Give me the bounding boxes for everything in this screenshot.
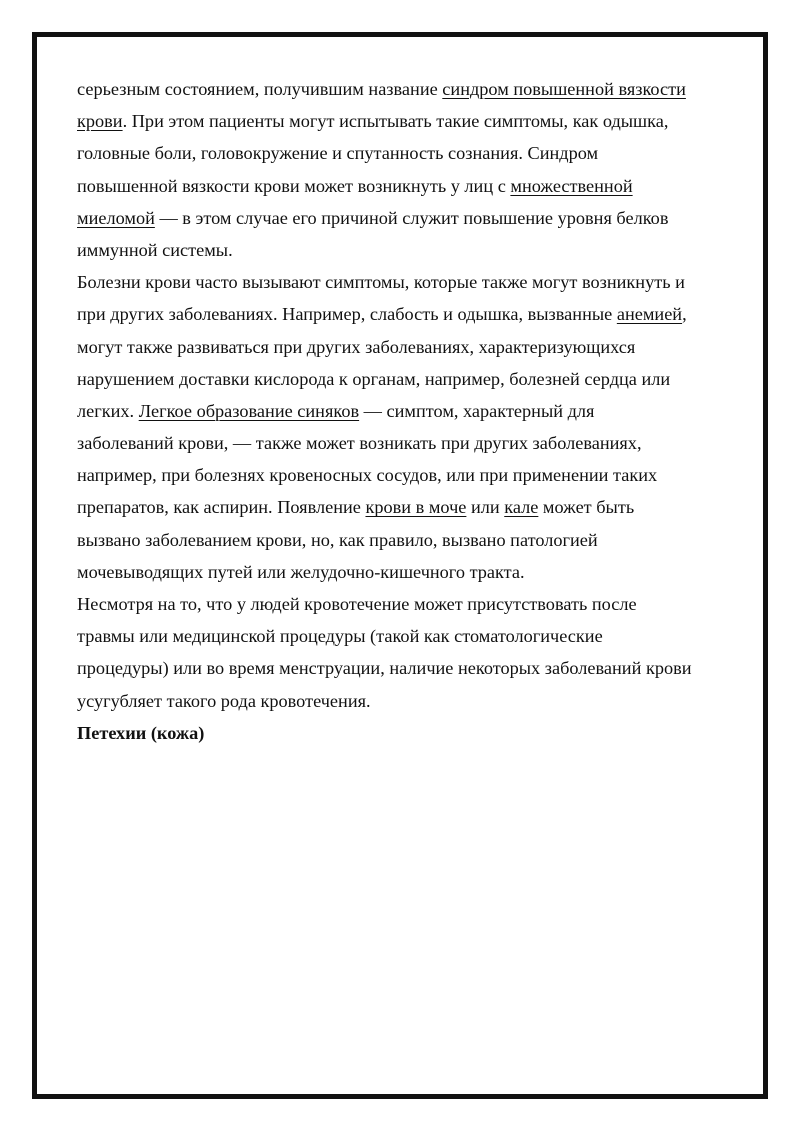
text-line	[77, 73, 727, 105]
text-run: или	[466, 497, 505, 518]
text-line	[77, 491, 727, 523]
text-run: может быть	[538, 497, 635, 518]
text-line	[77, 105, 727, 137]
paragraph	[77, 588, 727, 717]
text-line	[77, 685, 727, 717]
document-body	[77, 73, 727, 749]
text-run: усугубляет такого рода кровотечения.	[77, 690, 371, 711]
text-run: повышенной вязкости крови может возникнуть у лиц с	[77, 175, 511, 196]
text-run: например, при болезнях кровеносных сосудов, или при применении таких	[77, 465, 658, 486]
text-run: процедуры) или во время менструации, наличие некоторых заболеваний крови	[77, 658, 692, 679]
text-line	[77, 459, 727, 491]
text-run: Болезни крови часто вызывают симптомы, которые также могут возникнуть и	[77, 272, 685, 293]
text-line	[77, 427, 727, 459]
text-run: заболеваний крови, — также может возникать при других заболеваниях,	[77, 433, 642, 454]
text-run: при других заболеваниях. Например, слабость и одышка, вызванные	[77, 304, 617, 325]
hyperlink[interactable]: множественной	[510, 175, 633, 196]
paragraph	[77, 73, 727, 266]
hyperlink[interactable]: крови	[77, 111, 123, 132]
hyperlink[interactable]: миеломой	[77, 207, 155, 228]
text-run: могут также развиваться при других заболеваниях, характеризующихся	[77, 336, 636, 357]
hyperlink[interactable]: крови в моче	[365, 497, 467, 518]
text-line	[77, 620, 727, 652]
paragraph	[77, 266, 727, 588]
hyperlink[interactable]: кале	[504, 497, 539, 518]
text-run: . При этом пациенты могут испытывать такие симптомы, как одышка,	[122, 111, 669, 132]
text-run: препаратов, как аспирин. Появление	[77, 497, 366, 518]
text-line	[77, 588, 727, 620]
text-line	[77, 137, 727, 169]
text-line	[77, 298, 727, 330]
text-line	[77, 524, 727, 556]
text-line	[77, 395, 727, 427]
text-run: ,	[682, 304, 687, 325]
text-line	[77, 170, 727, 202]
section-heading: Петехии (кожа)	[77, 722, 205, 743]
text-run: — в этом случае его причиной служит повышение уровня белков	[154, 207, 669, 228]
text-run: легких.	[77, 400, 139, 421]
hyperlink[interactable]: синдром повышенной вязкости	[442, 79, 686, 99]
hyperlink[interactable]: анемией	[616, 304, 683, 325]
text-run: травмы или медицинской процедуры (такой как стоматологические	[77, 626, 603, 647]
text-run: вызвано заболеванием крови, но, как правило, вызвано патологией	[77, 529, 598, 550]
text-line	[77, 363, 727, 395]
text-line	[77, 266, 727, 298]
text-line	[77, 234, 727, 266]
text-line	[77, 202, 727, 234]
text-run: головные боли, головокружение и спутанность сознания. Синдром	[77, 143, 599, 164]
text-body	[77, 73, 727, 717]
text-run: нарушением доставки кислорода к органам, например, болезней сердца или	[77, 368, 671, 389]
text-run: — симптом, характерный для	[359, 400, 595, 421]
hyperlink[interactable]: Легкое образование синяков	[138, 400, 360, 421]
text-line	[77, 331, 727, 363]
text-run: мочевыводящих путей или желудочно-кишечного тракта.	[77, 561, 525, 582]
text-line	[77, 652, 727, 684]
text-run: Несмотря на то, что у людей кровотечение может присутствовать после	[77, 594, 637, 614]
text-run: серьезным состоянием, получившим название	[77, 79, 443, 99]
text-line	[77, 556, 727, 588]
text-run: иммунной системы.	[77, 239, 233, 260]
